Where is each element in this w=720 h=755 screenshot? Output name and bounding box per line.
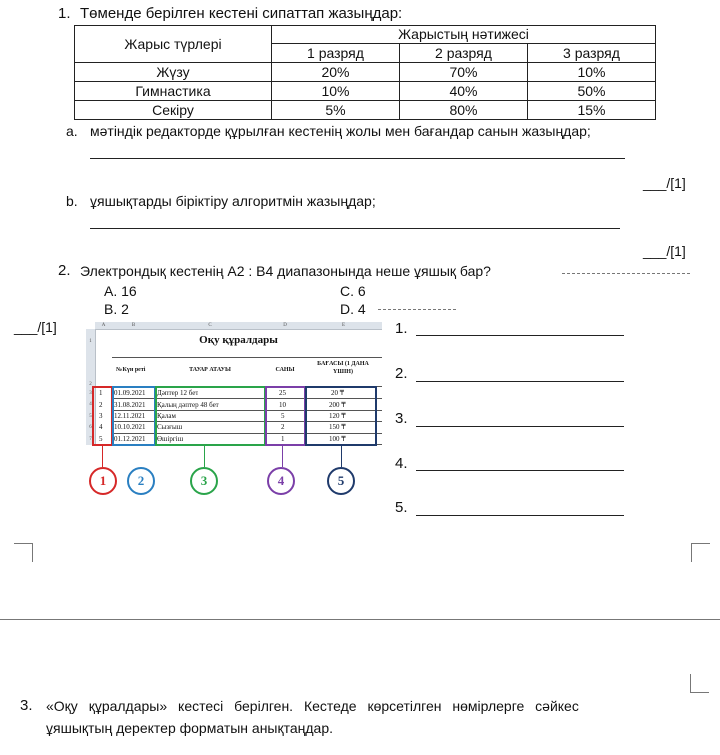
row-name: Секіру: [75, 101, 272, 120]
sports-results-table: [74, 25, 656, 120]
q2-score: ___/[1]: [14, 319, 57, 335]
sheet-cell: 5: [281, 412, 285, 420]
marker-4-circle: 4: [267, 467, 295, 495]
page-separator: [0, 619, 720, 620]
sheet-header-no: №: [115, 367, 123, 373]
q2-text: Электрондық кестенің A2 : B4 диапазонында неше ұяшық бар?: [80, 263, 491, 279]
answer-line-5[interactable]: [416, 515, 624, 516]
answer-line-3[interactable]: [416, 426, 624, 427]
highlight-frame-1: [92, 386, 113, 446]
highlight-frame-4: [265, 386, 306, 446]
answer-line-4[interactable]: [416, 470, 624, 471]
q2-option-d[interactable]: D. 4: [340, 301, 366, 317]
sheet-header-item: ТАУАР АТАУЫ: [189, 367, 231, 373]
sheet-cell: 2: [281, 423, 285, 431]
col-header: 3 разряд: [528, 44, 656, 63]
table-cell: 15%: [528, 101, 656, 120]
marker-1-circle: 1: [89, 467, 117, 495]
sheet-cell: 10.10.2021: [114, 423, 146, 431]
column-letter: E: [305, 322, 382, 330]
table-cell: 10%: [272, 82, 400, 101]
table-row: [75, 63, 656, 82]
table-cell: 80%: [400, 101, 528, 120]
sheet-header-date: Күн реті: [122, 367, 146, 373]
sheet-cell: 12.11.2021: [114, 412, 146, 420]
q1a-label: a.: [66, 123, 78, 139]
answer-label-5: 5.: [395, 499, 408, 516]
q1b-label: b.: [66, 193, 78, 209]
row-name: Жүзу: [75, 63, 272, 82]
answer-label-3: 3.: [395, 410, 408, 427]
q2-dotted-line-d: [378, 309, 456, 310]
q2-number: 2.: [58, 262, 71, 279]
header-results: Жарыстың нәтижесі: [272, 26, 656, 44]
sheet-cell: 10: [279, 401, 286, 409]
sheet-header-qty: САНЫ: [275, 367, 295, 373]
q2-option-b[interactable]: B. 2: [104, 301, 129, 317]
table-cell: 70%: [400, 63, 528, 82]
sheet-cell: 01.09.2021: [114, 389, 146, 397]
sheet-cell: Сызғыш: [157, 423, 183, 431]
sheet-cell: 1: [281, 435, 285, 443]
sheet-cell: Қалам: [157, 412, 176, 420]
column-letter: A: [95, 322, 112, 330]
answer-label-4: 4.: [395, 455, 408, 472]
table-cell: 40%: [400, 82, 528, 101]
sheet-cell: 100 ₸: [329, 435, 346, 443]
row-number: 6: [86, 422, 96, 434]
highlight-frame-5: [305, 386, 377, 446]
sheet-cell: 4: [99, 423, 103, 431]
corner-mark-bottom-right: [690, 674, 709, 693]
highlight-frame-3: [155, 386, 266, 446]
sheet-cell: 25: [279, 389, 286, 397]
column-letter: C: [155, 322, 265, 330]
sheet-cell: Өшіргіш: [157, 435, 184, 443]
sheet-cell: 200 ₸: [329, 401, 346, 409]
table-row: [75, 101, 656, 120]
q1a-score: ___/[1]: [643, 175, 686, 191]
marker-line-1: [102, 445, 103, 467]
answer-label-2: 2.: [395, 365, 408, 382]
q1b-score: ___/[1]: [643, 243, 686, 259]
q1-number: 1.: [58, 5, 71, 22]
marker-2-circle: 2: [127, 467, 155, 495]
col-header: 1 разряд: [272, 44, 400, 63]
q1b-answer-line[interactable]: [90, 228, 620, 229]
answer-line-1[interactable]: [416, 335, 624, 336]
q1a-answer-line[interactable]: [90, 158, 625, 159]
row-number: 5: [86, 411, 96, 422]
table-cell: 20%: [272, 63, 400, 82]
table-cell: 10%: [528, 63, 656, 82]
marker-5-circle: 5: [327, 467, 355, 495]
row-name: Гимнастика: [75, 82, 272, 101]
sheet-cell: 3: [99, 412, 103, 420]
marker-3-circle: 3: [190, 467, 218, 495]
marker-line-3: [204, 445, 205, 467]
sheet-title: Оқу құралдары: [199, 334, 278, 346]
corner-mark-right: [691, 543, 710, 562]
sheet-cell: 150 ₸: [329, 423, 346, 431]
sheet-cell: 01.12.2021: [114, 435, 146, 443]
q1-text: Төменде берілген кестені сипаттап жазыңдар:: [80, 5, 403, 22]
marker-line-4: [282, 445, 283, 467]
q2-dotted-line: [562, 273, 690, 274]
row-number: 2: [86, 355, 96, 388]
q3-number: 3.: [20, 697, 33, 714]
answer-line-2[interactable]: [416, 381, 624, 382]
table-cell: 5%: [272, 101, 400, 120]
sheet-header-price: БАҒАСЫ (1 ДАНА ҮШІН): [317, 361, 369, 375]
q3-text-line1: «Оқу құралдары» кестесі берілген. Кестеде көрсетілген нөмірлерге сәйкес: [46, 698, 579, 714]
sheet-cell: 31.08.2021: [114, 401, 146, 409]
corner-mark-left: [14, 543, 33, 562]
answer-label-1: 1.: [395, 320, 408, 337]
row-number: 7: [86, 434, 96, 445]
marker-line-5: [341, 445, 342, 467]
row-number: 1: [86, 329, 96, 355]
sheet-cell: 2: [99, 401, 103, 409]
column-letter: B: [112, 322, 155, 330]
spreadsheet-image: [86, 322, 382, 453]
table-row: [75, 82, 656, 101]
table-cell: 50%: [528, 82, 656, 101]
sheet-cell: Қалың дәптер 48 бет: [157, 401, 219, 409]
q1b-text: ұяшықтарды біріктіру алгоритмін жазыңдар;: [90, 193, 376, 209]
sheet-cell: 1: [99, 389, 103, 397]
col-header: 2 разряд: [400, 44, 528, 63]
row-number: 3: [86, 388, 96, 399]
q3-text-line2: ұяшықтың деректер форматын анықтаңдар.: [46, 720, 334, 736]
q1a-text: мәтіндік редакторде құрылған кестенің жолы мен бағандар санын жазыңдар;: [90, 123, 591, 139]
q2-option-c[interactable]: C. 6: [340, 283, 366, 299]
sheet-cell: 5: [99, 435, 103, 443]
header-sport-types: Жарыс түрлері: [75, 26, 272, 63]
sheet-cell: 20 ₸: [331, 389, 345, 397]
highlight-frame-2: [112, 386, 156, 446]
column-letter: D: [265, 322, 305, 330]
row-number: 4: [86, 399, 96, 411]
sheet-cell: Дәптер 12 бет: [157, 389, 199, 397]
q2-option-a[interactable]: A. 16: [104, 283, 137, 299]
sheet-cell: 120 ₸: [329, 412, 346, 420]
